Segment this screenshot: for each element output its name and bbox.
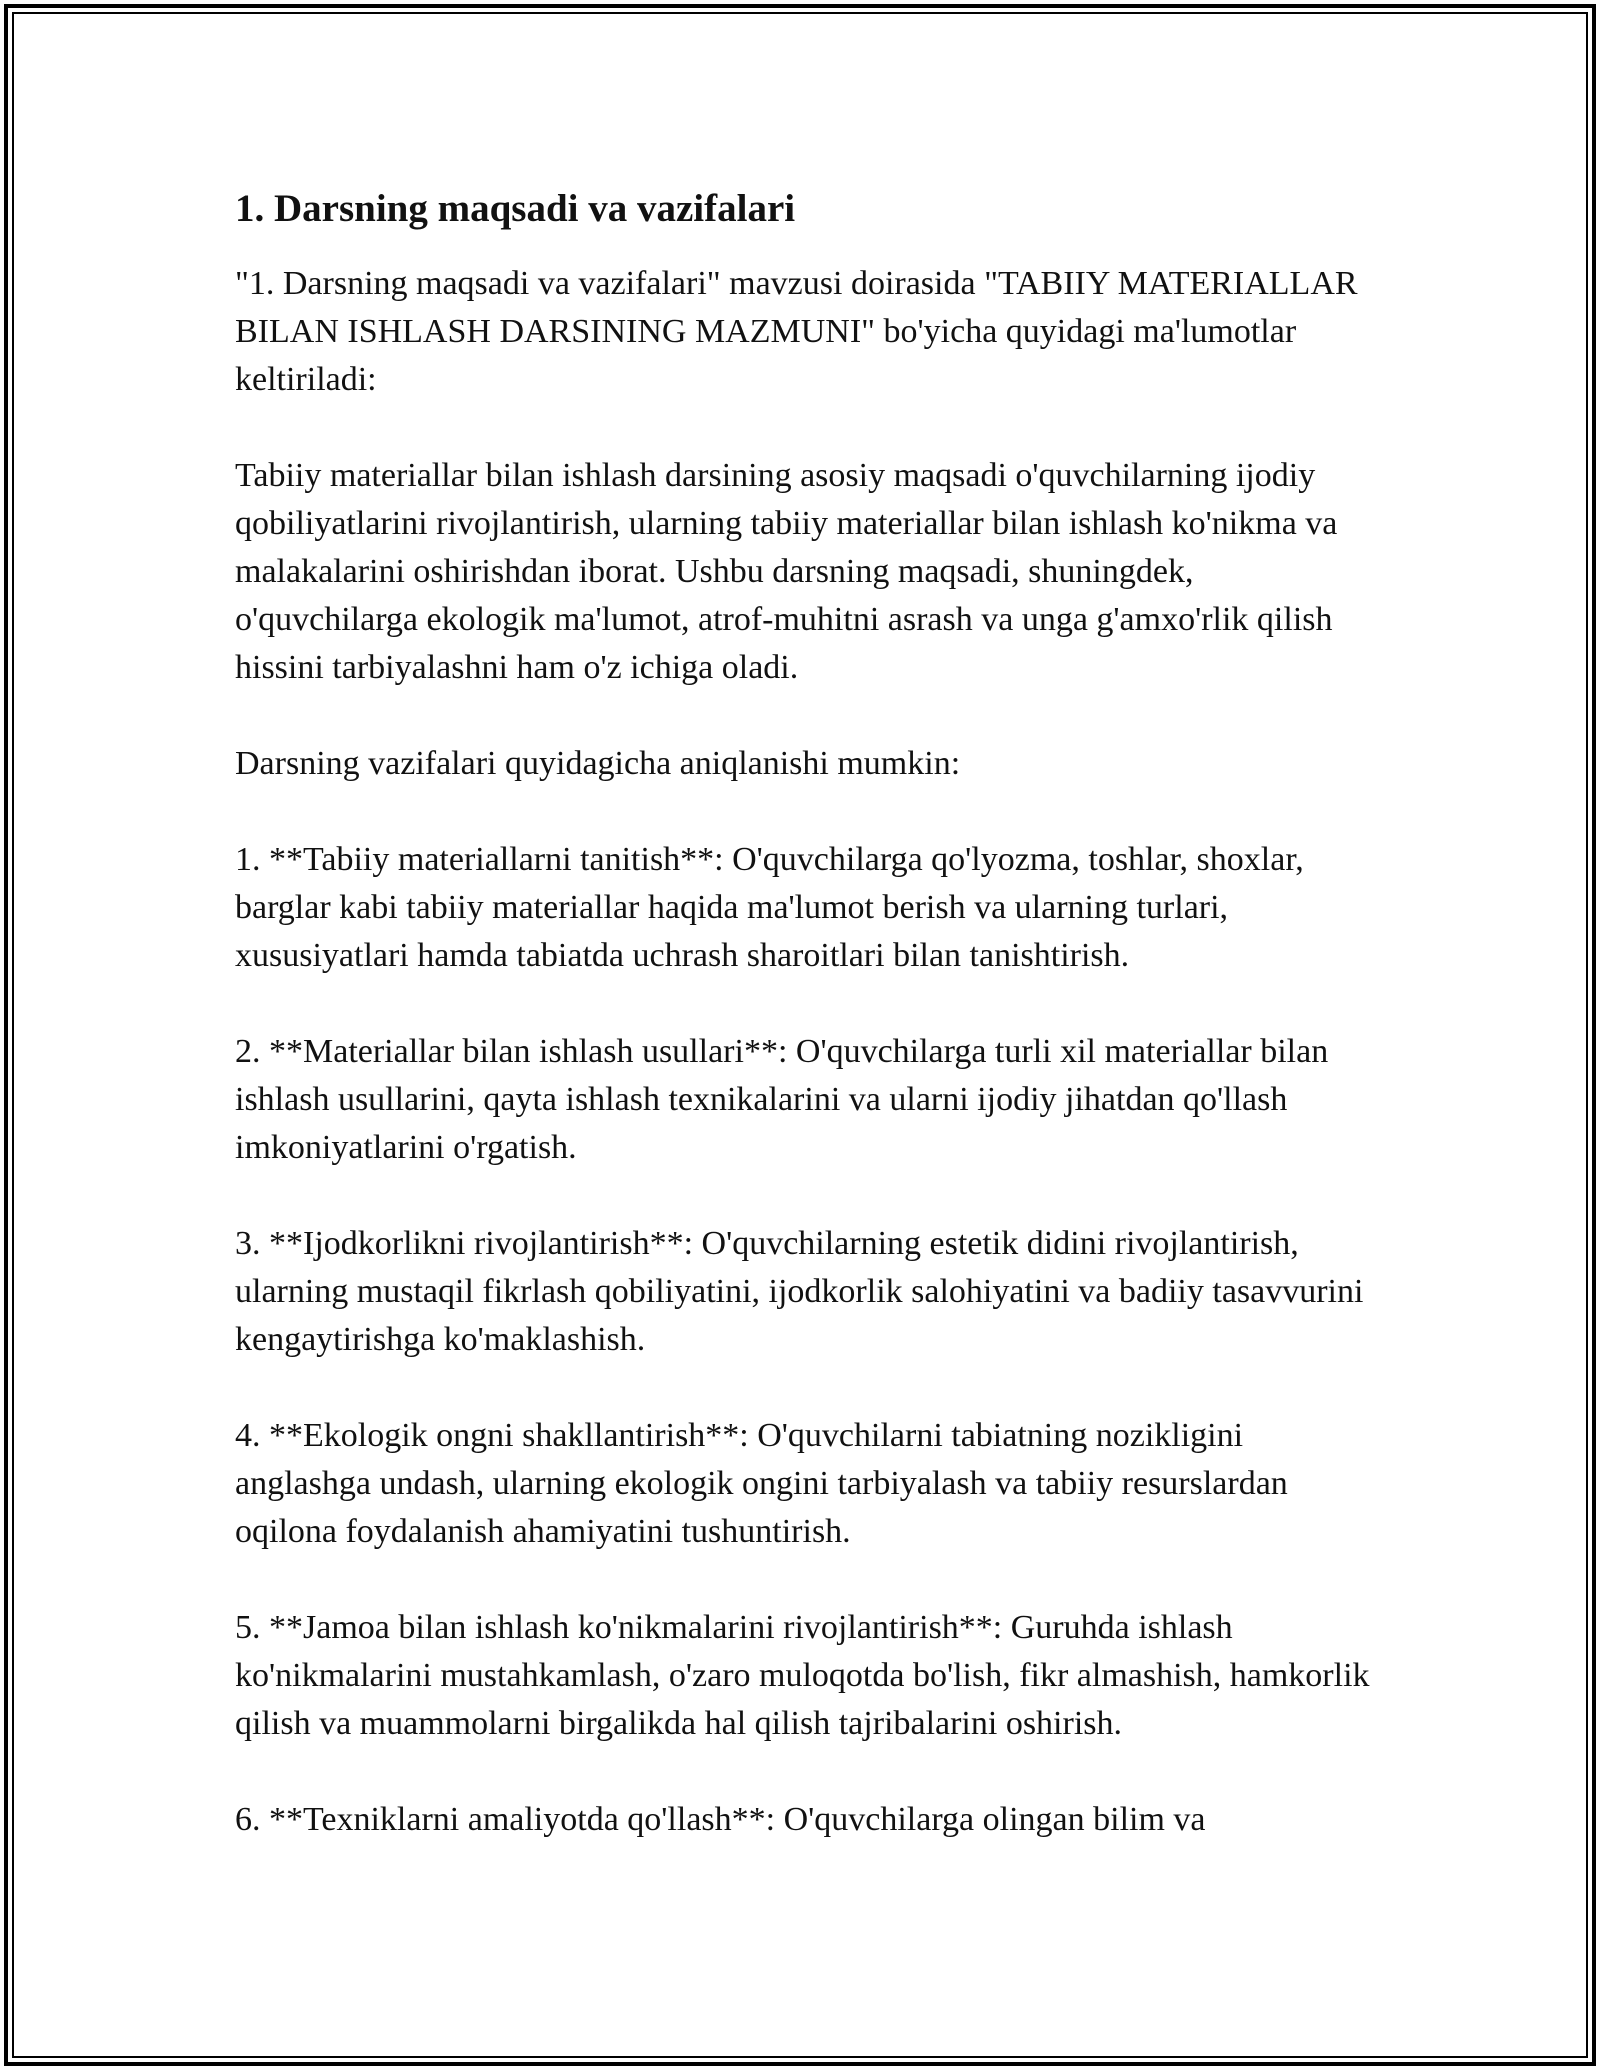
document-body (235, 186, 1375, 1892)
task-item-5: 5. **Jamoa bilan ishlash ko'nikmalarini rivojlantirish**: Guruhda ishlash ko'nikmalarini mustahkamlash, o'zaro muloqotda bo'lish, fikr almashish, hamkorlik qilish va muammolarni birgalikda hal qilish tajribalarini oshirish. (235, 1608, 1370, 1742)
section-heading: 1. Darsning maqsadi va vazifalari (235, 187, 796, 230)
task-item-6: 6. **Texniklarni amaliyotda qo'llash**: O'quvchilarga olingan bilim va (235, 1800, 1206, 1838)
task-item-2: 2. **Materiallar bilan ishlash usullari**: O'quvchilarga turli xil materiallar bilan ishlash usullarini, qayta ishlash texnikalarini va ularni ijodiy jihatdan qo'llash imkoniyatlarini o'rgatish. (235, 1032, 1329, 1166)
intro-paragraph: "1. Darsning maqsadi va vazifalari" mavzusi doirasida "TABIIY MATERIALLAR BILAN ISHLASH DARSINING MAZMUNI" bo'yicha quyidagi ma'lumotlar keltiriladi: (235, 264, 1358, 398)
tasks-intro-paragraph: Darsning vazifalari quyidagicha aniqlanishi mumkin: (235, 744, 961, 782)
task-item-3: 3. **Ijodkorlikni rivojlantirish**: O'quvchilarning estetik didini rivojlantirish, ularning mustaqil fikrlash qobiliyatini, ijodkorlik salohiyatini va badiiy tasavvurini kengaytirishga ko'maklashish. (235, 1224, 1364, 1358)
task-item-4: 4. **Ekologik ongni shakllantirish**: O'quvchilarni tabiatning nozikligini anglashga undash, ularning ekologik ongini tarbiyalash va tabiiy resurslardan oqilona foydalanish ahamiyatini tushuntirish. (235, 1416, 1288, 1550)
task-item-1: 1. **Tabiiy materiallarni tanitish**: O'quvchilarga qo'lyozma, toshlar, shoxlar, barglar kabi tabiiy materiallar haqida ma'lumot berish va ularning turlari, xususiyatlari hamda tabiatda uchrash sharoitlari bilan tanishtirish. (235, 840, 1304, 974)
goal-paragraph: Tabiiy materiallar bilan ishlash darsining asosiy maqsadi o'quvchilarning ijodiy qobiliyatlarini rivojlantirish, ularning tabiiy materiallar bilan ishlash ko'nikma va malakalarini oshirishdan iborat. Ushbu darsning maqsadi, shuningdek, o'quvchilarga ekologik ma'lumot, atrof-muhitni asrash va unga g'amxo'rlik qilish hissini tarbiyalashni ham o'z ichiga oladi. (235, 456, 1338, 686)
